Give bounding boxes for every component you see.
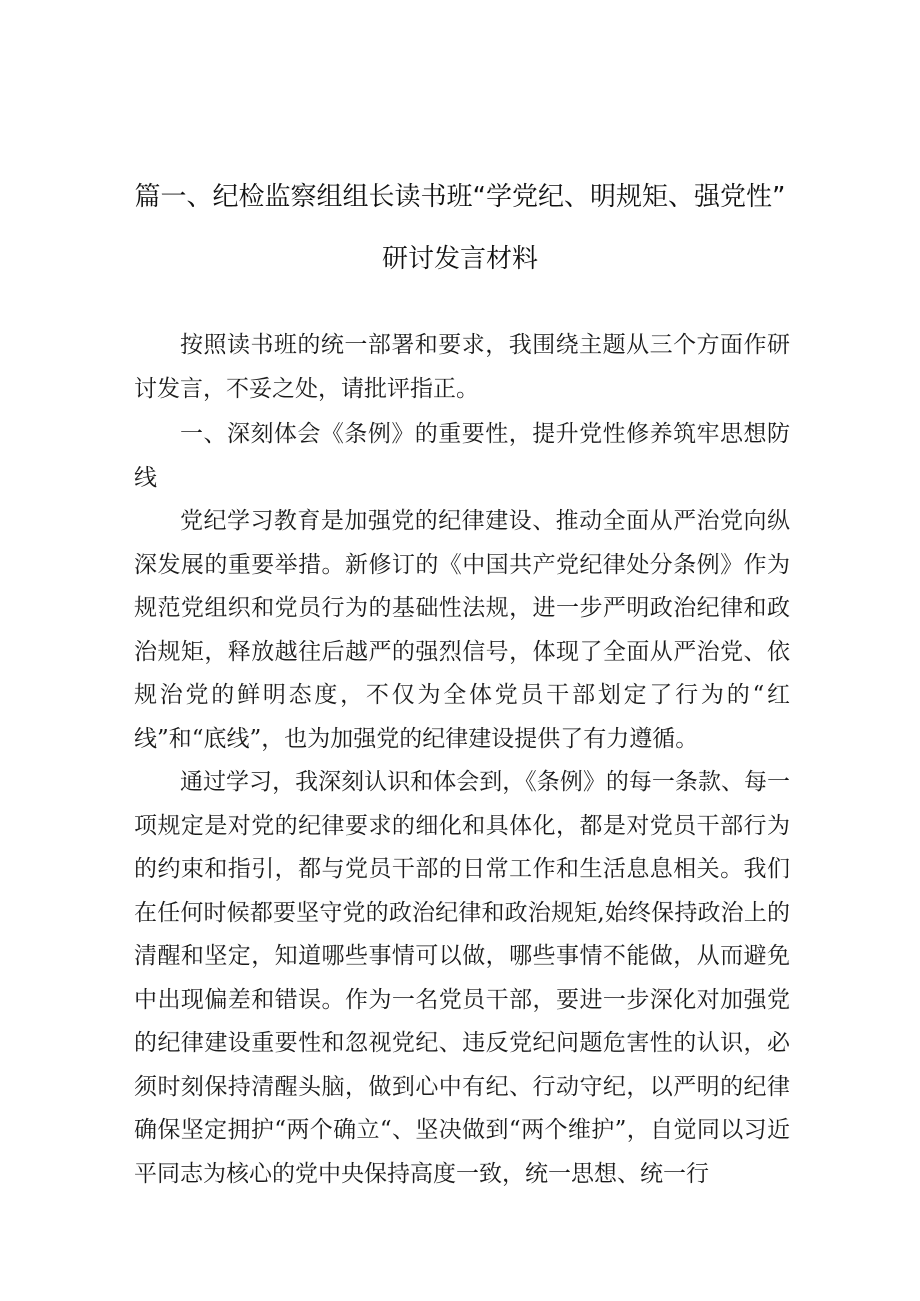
document-title-line-2: 研讨发言材料 [381, 244, 538, 274]
body-paragraph-2: 通过学习，我深刻认识和体会到，《条例》的每一条款、每一项规定是对党的纪律要求的细化和具体化，都是对党员干部行为的约束和指引，都与党员干部的日常工作和生活息息相关。我们在任何时候都要坚守党的政治纪律和政治规矩,始终保持政治上的清醒和坚定，知道哪些事情可以做，哪些事情不能做，从而避免中出现偏差和错误。作为一名党员干部，要进一步深化对加强党的纪律建设重要性和忽视党纪、违反党纪问题危害性的认识，必须时刻保持清醒头脑，做到心中有纪、行动守纪，以严明的纪律确保坚定拥护“两个确立“、坚决做到“两个维护”，自觉同以习近平同志为核心的党中央保持高度一致，统一思想、统一行 [134, 769, 790, 1187]
section-heading: 一、深刻体会《条例》的重要性，提升党性修养筑牢思想防线 [134, 421, 790, 491]
document-title-line-1: 篇一、纪检监察组组长读书班“学党纪、明规矩、强党性” [134, 182, 786, 212]
body-paragraph-1: 党纪学习教育是加强党的纪律建设、推动全面从严治党向纵深发展的重要举措。新修订的《中国共产党纪律处分条例》作为规范党组织和党员行为的基础性法规，进一步严明政治纪律和政治规矩，释放越往后越严的强烈信号，体现了全面从严治党、依规治党的鲜明态度，不仅为全体党员干部划定了行为的“红线”和“底线”，也为加强党的纪律建设提供了有力遵循。 [134, 508, 790, 752]
document-body [134, 324, 790, 1196]
intro-paragraph: 按照读书班的统一部署和要求，我围绕主题从三个方面作研讨发言，不妥之处，请批评指正。 [134, 332, 790, 402]
